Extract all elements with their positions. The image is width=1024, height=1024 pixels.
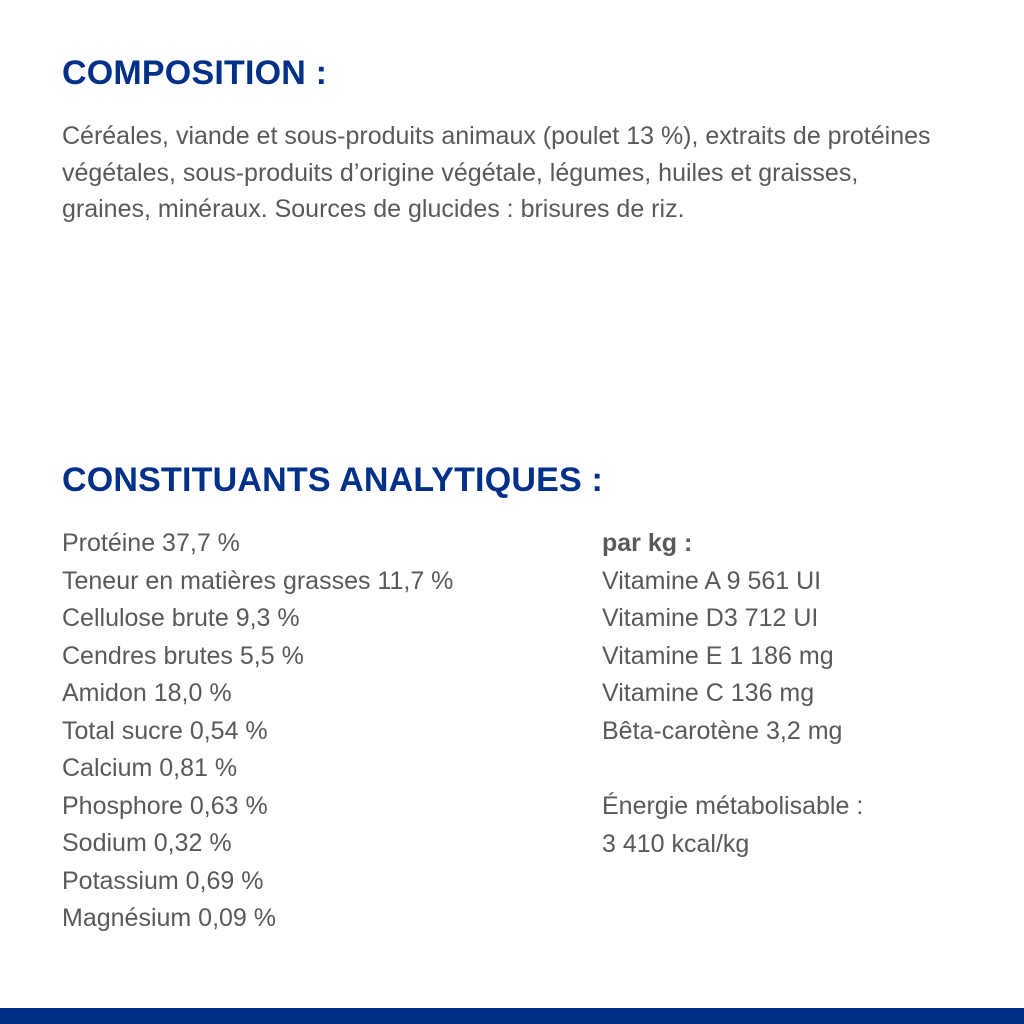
- list-item: Amidon 18,0 %: [62, 679, 232, 708]
- list-item: Calcium 0,81 %: [62, 754, 238, 783]
- per-kg-heading: par kg :: [602, 529, 693, 558]
- list-item: Total sucre 0,54 %: [62, 716, 268, 745]
- list-item: Vitamine C 136 mg: [602, 679, 815, 708]
- list-item: Teneur en matières grasses 11,7 %: [62, 566, 454, 595]
- composition-heading: COMPOSITION :: [62, 54, 328, 92]
- list-item: Protéine 37,7 %: [62, 529, 240, 558]
- energy-label: Énergie métabolisable :: [602, 792, 864, 821]
- column-spacer: [602, 750, 972, 788]
- list-item: Vitamine A 9 561 UI: [602, 566, 822, 595]
- composition-section: [62, 55, 962, 227]
- analytical-constituents-section: [62, 462, 972, 938]
- composition-ingredients-text: Céréales, viande et sous-produits animaux (poulet 13 %), extraits de protéines végétales, sous-produits d’origine végétale, légumes, huiles et graisses, graines, minéraux. Sources de glucides : brisures de riz.: [62, 122, 931, 223]
- list-item: Potassium 0,69 %: [62, 866, 264, 895]
- analytical-constituents-heading: CONSTITUANTS ANALYTIQUES :: [62, 461, 604, 499]
- list-item: Magnésium 0,09 %: [62, 904, 277, 933]
- energy-value: 3 410 kcal/kg: [602, 829, 750, 858]
- list-item: Vitamine E 1 186 mg: [602, 641, 834, 670]
- list-item: Bêta-carotène 3,2 mg: [602, 716, 843, 745]
- footer-bar: [0, 1008, 1024, 1024]
- list-item: Cendres brutes 5,5 %: [62, 641, 304, 670]
- list-item: Sodium 0,32 %: [62, 829, 232, 858]
- list-item: Cellulose brute 9,3 %: [62, 604, 300, 633]
- analytical-columns: [62, 525, 972, 938]
- list-item: Vitamine D3 712 UI: [602, 604, 819, 633]
- analytical-right-column: [602, 525, 972, 863]
- list-item: Phosphore 0,63 %: [62, 791, 268, 820]
- analytical-left-column: [62, 525, 602, 938]
